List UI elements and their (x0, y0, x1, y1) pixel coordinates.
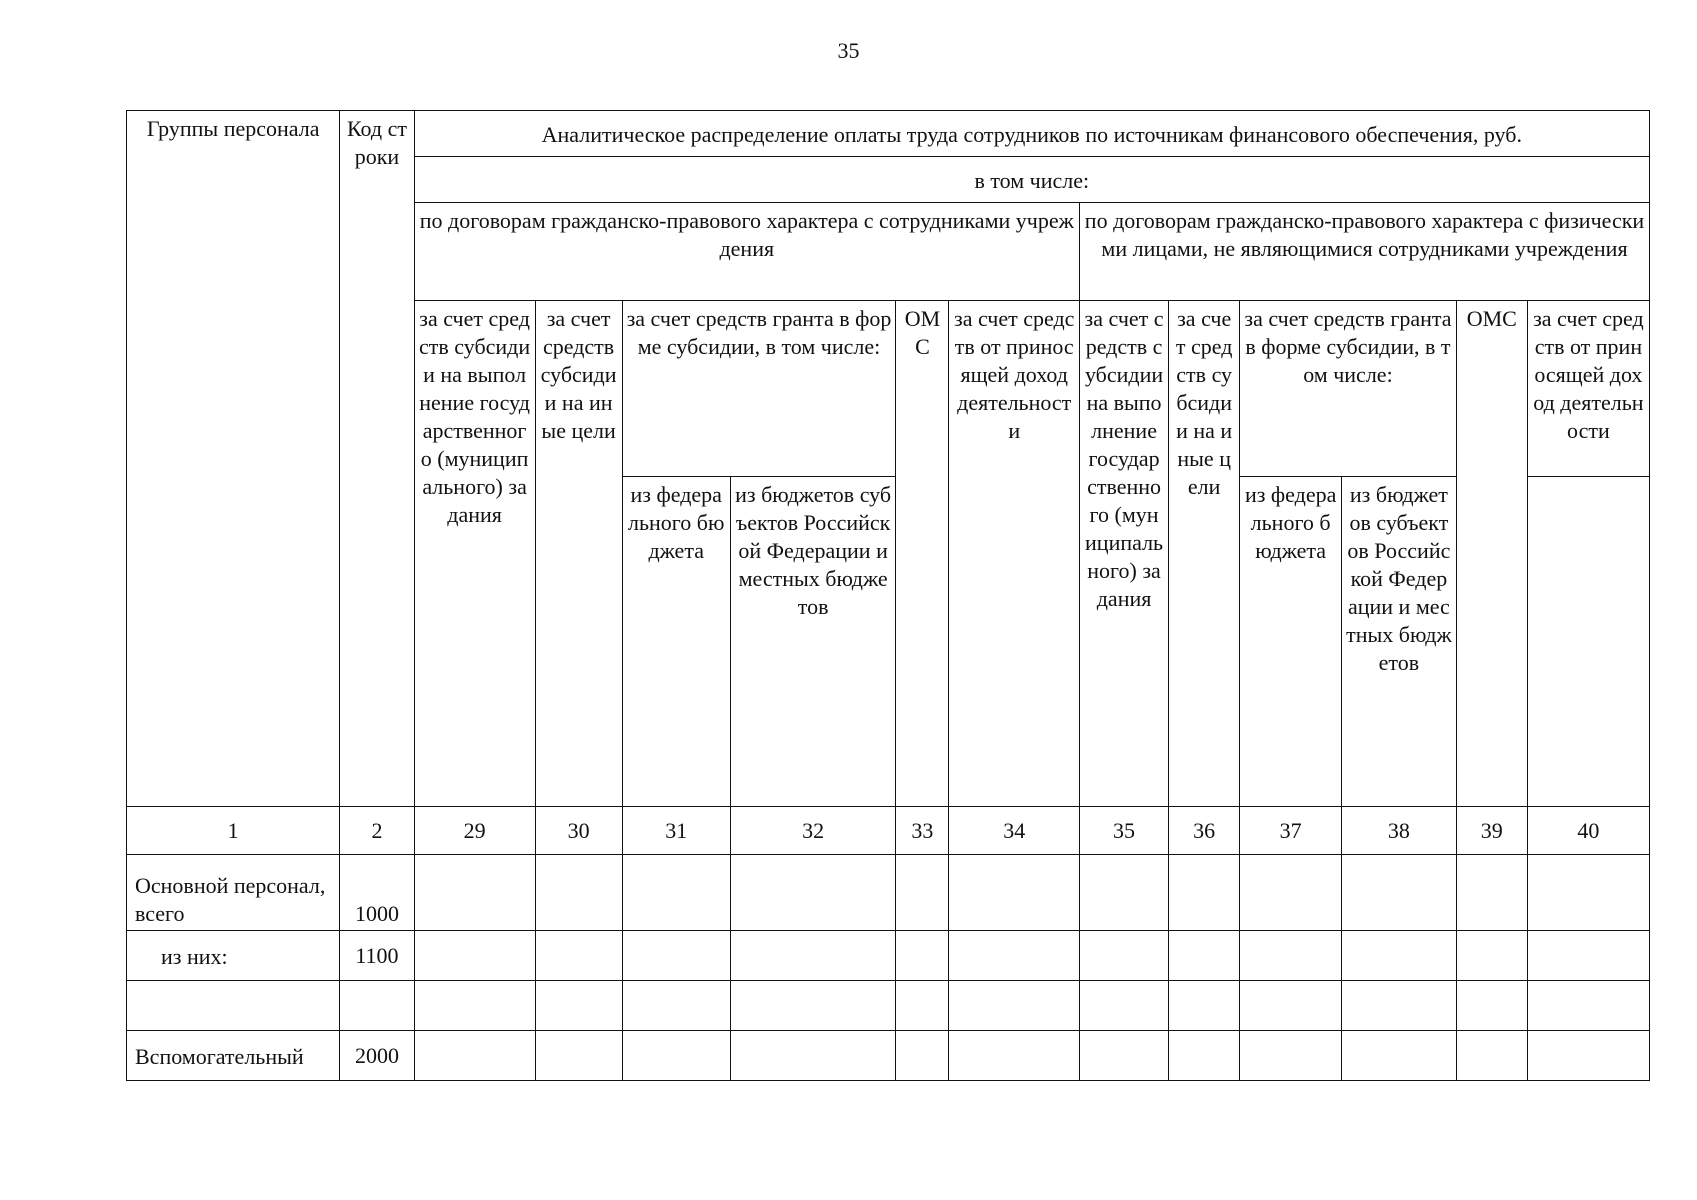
table-row (127, 1031, 1650, 1081)
table-cell[interactable] (949, 1031, 1080, 1081)
table-cell[interactable] (1342, 931, 1457, 981)
column-number: 31 (622, 807, 730, 855)
column-number: 37 (1240, 807, 1342, 855)
table-cell[interactable] (622, 1031, 730, 1081)
column-number: 33 (896, 807, 949, 855)
row-code (340, 981, 414, 1031)
column-number: 32 (730, 807, 896, 855)
table-cell[interactable] (1169, 931, 1240, 981)
column-number: 40 (1527, 807, 1649, 855)
table-cell[interactable] (896, 1031, 949, 1081)
header-col-38: из бюджетов субъектов Российской Федерации и местных бюджетов (1342, 477, 1457, 807)
column-number: 30 (535, 807, 622, 855)
table-cell[interactable] (1240, 981, 1342, 1031)
row-label: Вспомогательный (127, 1031, 340, 1081)
table-cell[interactable] (1169, 1031, 1240, 1081)
column-number: 29 (414, 807, 535, 855)
column-number: 36 (1169, 807, 1240, 855)
header-col-37: из федерального бюджета (1240, 477, 1342, 807)
header-analytic: Аналитическое распределение оплаты труда сотрудников по источникам финансового обеспечения, руб. (414, 111, 1649, 157)
table-cell[interactable] (535, 981, 622, 1031)
table-cell[interactable] (414, 855, 535, 931)
table-cell[interactable] (1342, 1031, 1457, 1081)
header-col-40-blank (1527, 477, 1649, 807)
table-cell[interactable] (949, 981, 1080, 1031)
header-col-39: ОМС (1456, 301, 1527, 807)
table-cell[interactable] (535, 931, 622, 981)
header-gpd-staff: по договорам гражданско-правового характера с сотрудниками учреждения (414, 203, 1079, 301)
table-cell[interactable] (896, 931, 949, 981)
column-number-row (127, 807, 1650, 855)
header-gpd-non-staff: по договорам гражданско-правового характера с физическими лицами, не являющимися сотрудниками учреждения (1079, 203, 1649, 301)
table-row (127, 931, 1650, 981)
table-cell[interactable] (1456, 855, 1527, 931)
header-col-40: за счет средств от приносящей доход деятельности (1527, 301, 1649, 477)
row-label (127, 981, 340, 1031)
table-cell[interactable] (949, 855, 1080, 931)
table-cell[interactable] (1342, 981, 1457, 1031)
table-cell[interactable] (414, 931, 535, 981)
table-cell[interactable] (1342, 855, 1457, 931)
table-cell[interactable] (730, 931, 896, 981)
header-row-1 (127, 111, 1650, 157)
table-cell[interactable] (1169, 855, 1240, 931)
column-number: 2 (340, 807, 414, 855)
table-row (127, 981, 1650, 1031)
row-code: 2000 (340, 1031, 414, 1081)
header-col-30: за счет средств субсидии на иные цели (535, 301, 622, 807)
staff-pay-table (126, 110, 1650, 1081)
table-cell[interactable] (730, 981, 896, 1031)
table-cell[interactable] (1079, 1031, 1168, 1081)
table-cell[interactable] (535, 855, 622, 931)
header-including: в том числе: (414, 157, 1649, 203)
header-grant-b: за счет средств гранта в форме субсидии, в том числе: (1240, 301, 1456, 477)
table-cell[interactable] (1456, 981, 1527, 1031)
column-number: 35 (1079, 807, 1168, 855)
table-cell[interactable] (414, 1031, 535, 1081)
row-code: 1100 (340, 931, 414, 981)
table-cell[interactable] (1527, 1031, 1649, 1081)
table-cell[interactable] (1169, 981, 1240, 1031)
table-cell[interactable] (896, 981, 949, 1031)
table-cell[interactable] (1079, 931, 1168, 981)
table-cell[interactable] (535, 1031, 622, 1081)
header-col-29: за счет средств субсидии на выполнение государственного (муниципального) задания (414, 301, 535, 807)
table-cell[interactable] (949, 931, 1080, 981)
table-cell[interactable] (1527, 931, 1649, 981)
table-cell[interactable] (1240, 931, 1342, 981)
column-number: 1 (127, 807, 340, 855)
row-code: 1000 (340, 855, 414, 931)
table-cell[interactable] (1527, 855, 1649, 931)
header-col-35: за счет средств субсидии на выполнение государственного (муниципального) задания (1079, 301, 1168, 807)
table-cell[interactable] (622, 855, 730, 931)
header-code: Код строки (340, 111, 414, 807)
table-cell[interactable] (1456, 931, 1527, 981)
table-cell[interactable] (1240, 855, 1342, 931)
header-groups: Группы персонала (127, 111, 340, 807)
table-cell[interactable] (1079, 981, 1168, 1031)
table-cell[interactable] (1079, 855, 1168, 931)
table-cell[interactable] (1240, 1031, 1342, 1081)
table-cell[interactable] (1527, 981, 1649, 1031)
table-cell[interactable] (730, 1031, 896, 1081)
row-label: Основной персонал, всего (127, 855, 340, 931)
column-number: 38 (1342, 807, 1457, 855)
table-cell[interactable] (622, 981, 730, 1031)
header-col-33: ОМС (896, 301, 949, 807)
row-label: из них: (127, 931, 340, 981)
table-row (127, 855, 1650, 931)
column-number: 34 (949, 807, 1080, 855)
header-col-36: за счет средств субсидии на иные цели (1169, 301, 1240, 807)
table-cell[interactable] (896, 855, 949, 931)
column-number: 39 (1456, 807, 1527, 855)
header-col-31: из федерального бюджета (622, 477, 730, 807)
table-cell[interactable] (622, 931, 730, 981)
header-col-34: за счет средств от приносящей доход деятельности (949, 301, 1080, 807)
table-cell[interactable] (1456, 1031, 1527, 1081)
header-col-32: из бюджетов субъектов Российской Федерации и местных бюджетов (730, 477, 896, 807)
page-number: 35 (837, 38, 860, 63)
header-grant-a: за счет средств гранта в форме субсидии, в том числе: (622, 301, 896, 477)
table-cell[interactable] (414, 981, 535, 1031)
table-cell[interactable] (730, 855, 896, 931)
